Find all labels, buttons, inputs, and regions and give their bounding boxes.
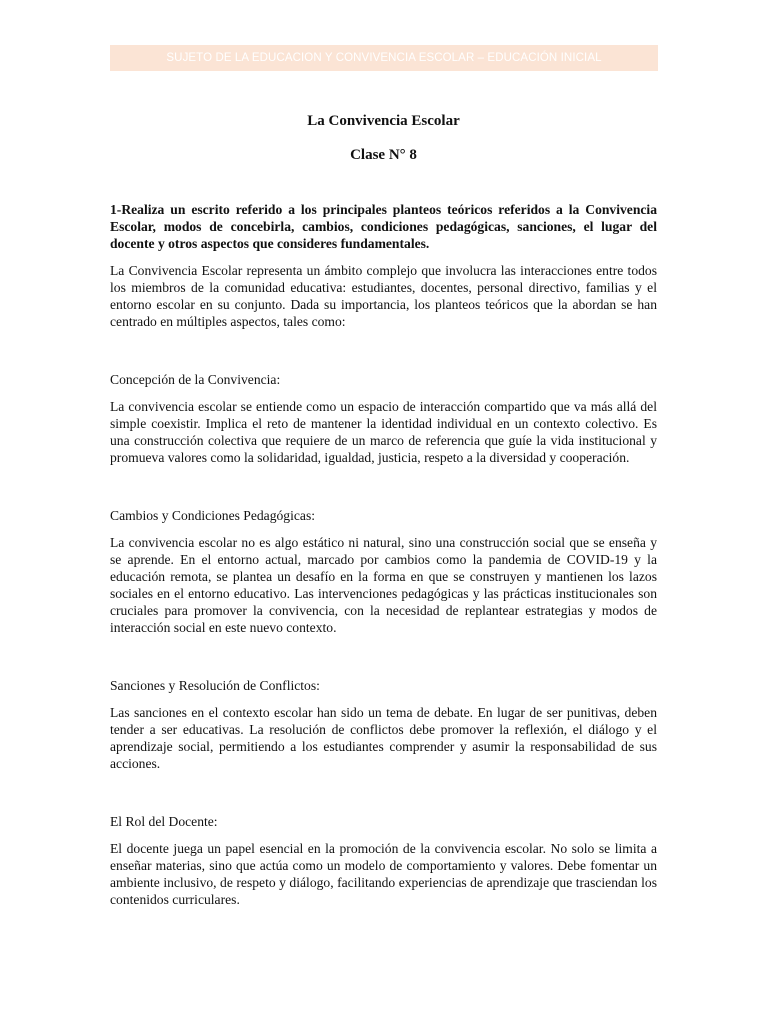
document-subtitle: Clase N° 8 bbox=[350, 147, 417, 163]
section-heading: El Rol del Docente: bbox=[110, 814, 218, 829]
assignment-question: 1-Realiza un escrito referido a los principales planteos teóricos referidos a la Convivencia Escolar, modos de concebirla, cambios, condiciones pedagógicas, sanciones, el lugar del docente y otros aspectos que consideres fundamentales. bbox=[110, 202, 657, 251]
section-rol-docente bbox=[110, 813, 657, 908]
section-body: La convivencia escolar se entiende como un espacio de interacción compartido que va más allá del simple coexistir. Implica el reto de mantener la identidad individual en un contexto colectivo. Es una construcción colectiva que requiere de un marco de referencia que guíe la vida institucional y promueva valores como la solidaridad, igualdad, justicia, respeto a la diversidad y cooperación. bbox=[110, 399, 657, 465]
section-heading: Concepción de la Convivencia: bbox=[110, 372, 281, 387]
section-sanciones bbox=[110, 677, 657, 772]
section-concepcion bbox=[110, 371, 657, 466]
header-band-text: SUJETO DE LA EDUCACION Y CONVIVENCIA ESCOLAR – EDUCACIÓN INICIAL bbox=[166, 52, 602, 64]
section-body: El docente juega un papel esencial en la promoción de la convivencia escolar. No solo se limita a enseñar materias, sino que actúa como un modelo de comportamiento y valores. Debe fomentar un ambiente inclusivo, de respeto y diálogo, facilitando experiencias de aprendizaje que trasciendan los contenidos curriculares. bbox=[110, 841, 657, 907]
section-heading: Cambios y Condiciones Pedagógicas: bbox=[110, 508, 316, 523]
section-heading: Sanciones y Resolución de Conflictos: bbox=[110, 678, 320, 693]
section-body: La convivencia escolar no es algo estático ni natural, sino una construcción social que se enseña y se aprende. En el entorno actual, marcado por cambios como la pandemia de COVID-19 y la educación remota, se plantea un desafío en la forma en que se construyen y mantienen los lazos sociales en el entorno educativo. Las intervenciones pedagógicas y las prácticas institucionales son cruciales para promover la convivencia, con la necesidad de replantear estrategias y modos de interacción social en este nuevo contexto. bbox=[110, 535, 657, 635]
header-band bbox=[110, 45, 658, 71]
document-title: La Convivencia Escolar bbox=[307, 113, 460, 129]
section-cambios bbox=[110, 507, 657, 636]
section-body: Las sanciones en el contexto escolar han sido un tema de debate. En lugar de ser punitivas, deben tender a ser educativas. La resolución de conflictos debe promover la reflexión, el diálogo y el aprendizaje social, permitiendo a los estudiantes comprender y asumir la responsabilidad de sus acciones. bbox=[110, 705, 657, 771]
intro-paragraph: La Convivencia Escolar representa un ámbito complejo que involucra las interacciones entre todos los miembros de la comunidad educativa: estudiantes, docentes, personal directivo, familias y el entorno escolar en su conjunto. Dada su importancia, los planteos teóricos que la abordan se han centrado en múltiples aspectos, tales como: bbox=[110, 263, 657, 329]
document-body bbox=[110, 108, 657, 908]
